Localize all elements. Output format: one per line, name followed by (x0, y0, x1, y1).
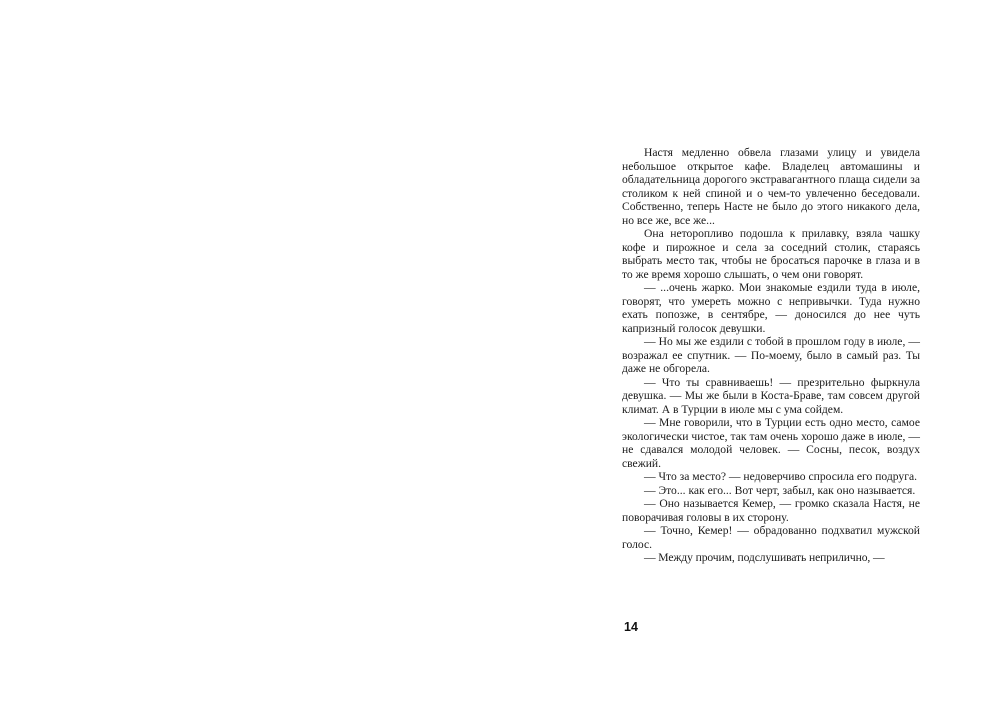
paragraph: — Мне говорили, что в Турции есть одно место, самое экологически чистое, так там очень хорошо даже в июле, — не сдавался молодой человек. — Сосны, песок, воздух свежий. (622, 416, 920, 470)
book-page-right (622, 146, 920, 565)
page-text (622, 146, 920, 565)
paragraph: — Точно, Кемер! — обрадованно подхватил мужской голос. (622, 524, 920, 551)
paragraph: — Что за место? — недоверчиво спросила его подруга. (644, 470, 918, 483)
paragraph: — Но мы же ездили с тобой в прошлом году в июле, — возражал ее спутник. — По-моему, было в самый раз. Ты даже не обгорела. (622, 335, 920, 375)
paragraph: — Между прочим, подслушивать неприлично, — (644, 551, 885, 564)
page-number: 14 (624, 620, 638, 634)
paragraph: Она неторопливо подошла к прилавку, взяла чашку кофе и пирожное и села за соседний столик, стараясь выбрать место так, чтобы не бросаться парочке в глаза и в то же время хорошо слышать, о чем они говорят. (622, 227, 920, 281)
paragraph: — ...очень жарко. Мои знакомые ездили туда в июле, говорят, что умереть можно с непривычки. Туда нужно ехать попозже, в сентябре, — доносился до нее чуть капризный голосок девушки. (622, 281, 920, 335)
paragraph: — Это... как его... Вот черт, забыл, как оно называется. (644, 483, 916, 497)
paragraph: Настя медленно обвела глазами улицу и увидела небольшое открытое кафе. Владелец автомашины и обладательница дорогого экстравагантного плаща сидели за столиком к ней спиной и о чем-то увлеченно беседовали. Собственно, теперь Насте не было до этого никакого дела, но все же, все же... (622, 146, 920, 227)
paragraph: — Что ты сравниваешь! — презрительно фыркнула девушка. — Мы же были в Коста-Браве, там совсем другой климат. А в Турции в июле мы с ума сойдем. (622, 375, 920, 416)
paragraph: — Оно называется Кемер, — громко сказала Настя, не поворачивая головы в их сторону. (622, 497, 920, 524)
